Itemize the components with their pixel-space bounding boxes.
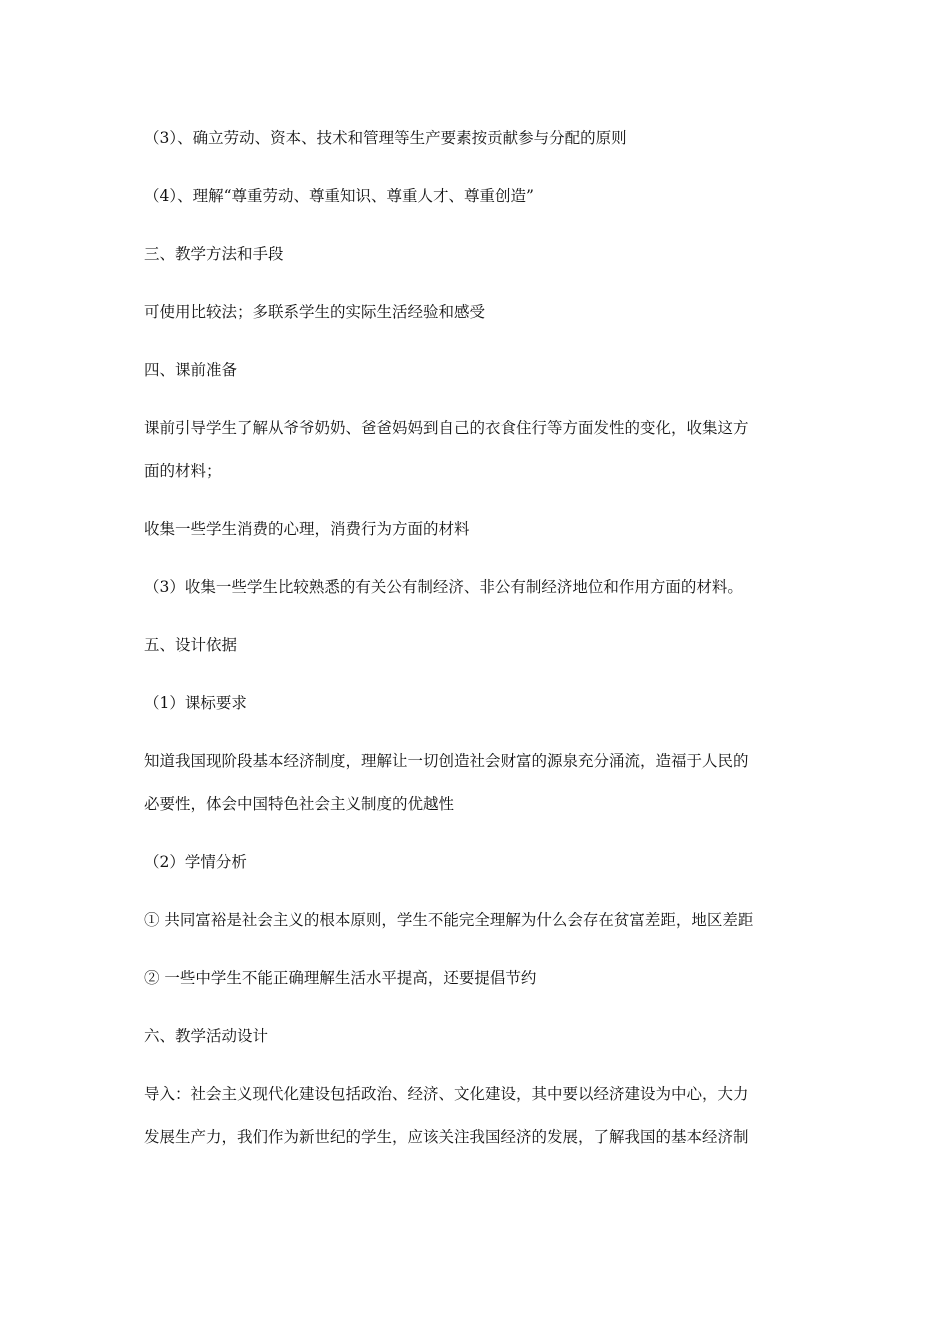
text-line: 知道我国现阶段基本经济制度，理解让一切创造社会财富的源泉充分涌流，造福于人民的 bbox=[144, 752, 749, 770]
section-heading: 四、课前准备 bbox=[144, 361, 238, 379]
text-line: 面的材料； bbox=[144, 462, 222, 480]
text-line: 课前引导学生了解从爷爷奶奶、爸爸妈妈到自己的衣食住行等方面发性的变化，收集这方 bbox=[144, 419, 749, 437]
text-line: 收集一些学生消费的心理，消费行为方面的材料 bbox=[144, 520, 470, 538]
section-heading: 五、设计依据 bbox=[144, 636, 238, 654]
text-line: ② 一些中学生不能正确理解生活水平提高，还要提倡节约 bbox=[144, 969, 537, 987]
text-line: （4）、理解“尊重劳动、尊重知识、尊重人才、尊重创造” bbox=[144, 187, 534, 205]
section-heading: 三、教学方法和手段 bbox=[144, 245, 284, 263]
text-line: 必要性，体会中国特色社会主义制度的优越性 bbox=[144, 795, 455, 813]
text-line: （3）收集一些学生比较熟悉的有关公有制经济、非公有制经济地位和作用方面的材料。 bbox=[144, 578, 743, 596]
text-line: 发展生产力，我们作为新世纪的学生，应该关注我国经济的发展，了解我国的基本经济制 bbox=[144, 1128, 749, 1146]
text-line: 导入：社会主义现代化建设包括政治、经济、文化建设，其中要以经济建设为中心，大力 bbox=[144, 1085, 749, 1103]
section-heading: 六、教学活动设计 bbox=[144, 1027, 269, 1045]
text-line: ① 共同富裕是社会主义的根本原则，学生不能完全理解为什么会存在贫富差距，地区差距 bbox=[144, 911, 754, 929]
subsection-heading: （2）学情分析 bbox=[144, 853, 247, 871]
text-line: （3）、确立劳动、资本、技术和管理等生产要素按贡献参与分配的原则 bbox=[144, 129, 627, 147]
subsection-heading: （1）课标要求 bbox=[144, 694, 247, 712]
text-line: 可使用比较法；多联系学生的实际生活经验和感受 bbox=[144, 303, 486, 321]
